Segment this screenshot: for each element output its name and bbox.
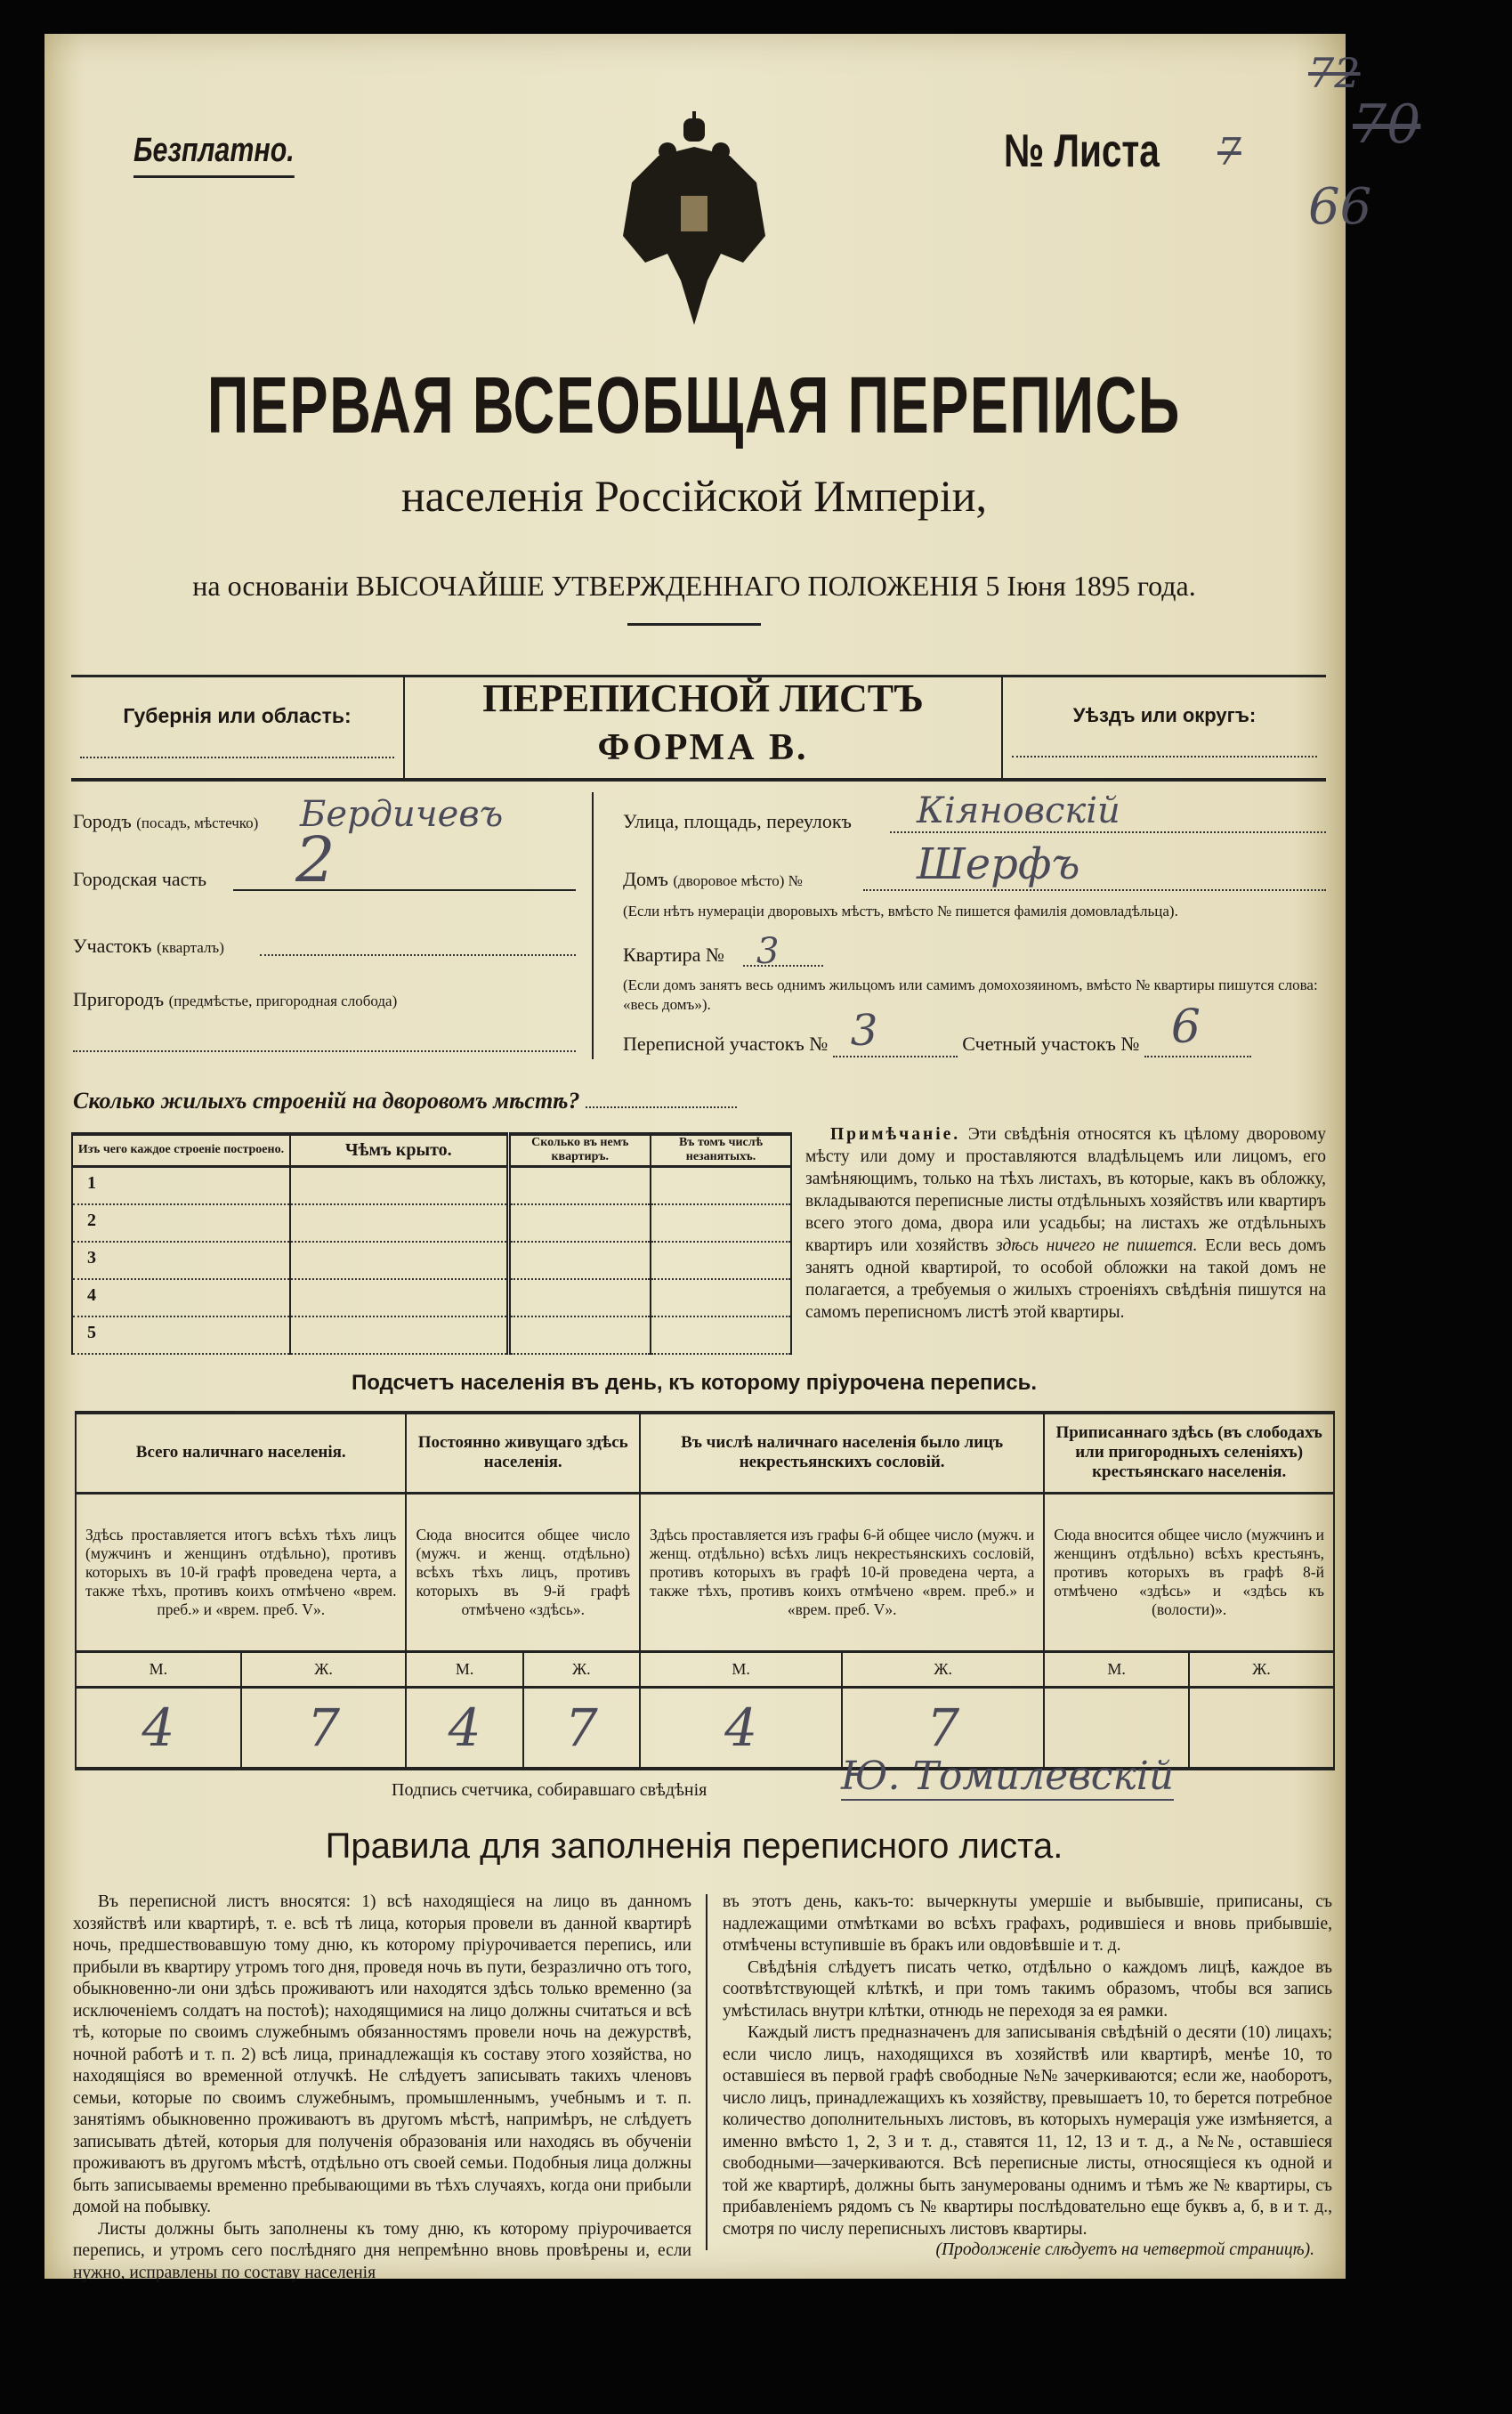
female-label: Ж.: [842, 1651, 1044, 1687]
rules-title: Правила для заполненiя переписного листа.: [325, 1827, 1063, 1866]
count-column-description: Сюда вносится общее число (мужч. и женщ. отдѣльно) всѣхъ тѣхъ лицъ, противъ которыхъ въ 9-й графѣ отмѣчено «здѣсь».: [406, 1493, 640, 1651]
province-field[interactable]: [80, 757, 394, 758]
male-label: М.: [406, 1651, 522, 1687]
rules-right-column: въ этотъ день, какъ-то: вычеркнуты умершiе и выбывшiе, приписаны, съ надлежащими отмѣтками во всѣхъ графахъ, родившiеся и вновь прибывшiе, отмѣчены вступившiе въ бракъ или овдовѣвшiе и т. д. Свѣдѣнiя слѣдуетъ писать четко, отдѣльно о каждомъ лицѣ, каждое въ соотвѣтствующей клѣткѣ, и при томъ такимъ образомъ, чтобы вся запись умѣстилась внутри клѣтки, отнюдь не переходя за ея рамки. Каждый листъ предназначенъ для записыванiя свѣдѣнiй о десяти (10) лицахъ; если число лицъ, находящихся въ хозяйствѣ или квартирѣ, менѣе 10, то оставшiеся въ первой графѣ свободные №№ зачеркиваются; если же, наоборотъ, число лицъ, принадлежащихъ къ хозяйству, превышаетъ 10, то берется потребное количество дополнительныхъ листовъ, въ которыхъ нумерацiя уже измѣняется, а именно вмѣсто 1, 2, 3 и т. д., ставятся 11, 12, 13 и т. д., а №№, оставшiеся свободными—зачеркиваются. Всѣ переписные листы, относящiеся къ одной и той же квартирѣ, должны быть занумерованы однимъ и тѣмъ же № квартиры, съ прибавленiемъ рядомъ съ № квартиры послѣдовательно еще буквъ а, б, в и т. д., смотря по числу переписныхъ листовъ квартиры. (Продолженiе слѣдуетъ на четвертой страницѣ).: [723, 1892, 1332, 2259]
note-text: Примѣчанiе. Эти свѣдѣнiя относятся къ цѣлому дворовому мѣсту или дому и проставляются владѣльцемъ или лицомъ, его замѣняющимъ, только на тѣхъ листахъ, въ которые, какъ въ обложку, вкладываются переписные листы отдѣльныхъ хозяйствъ или квартиръ всего этого дома, двора или усадьбы; на листахъ же отдѣльныхъ квартиръ или хозяйствъ здѣсь ничего не пишется. Если весь домъ занятъ одной квартирой, то особой обложки на такой домъ не полагается, а требуемыя о жилыхъ строенiяхъ свѣдѣнiя пишутся на самомъ переписномъ листѣ этой квартиры.: [805, 1125, 1327, 1322]
female-label: Ж.: [241, 1651, 407, 1687]
male-count-cell[interactable]: [76, 1687, 241, 1769]
continued-note: (Продолженiе слѣдуетъ на четвертой страницѣ).: [935, 2240, 1314, 2259]
sheet-number-value: 7: [1217, 130, 1241, 174]
count-value: 4: [141, 1697, 175, 1758]
house-value: Шерфъ: [917, 839, 1080, 889]
census-section-value: 3: [850, 1006, 878, 1056]
archive-mark: 72: [1308, 49, 1361, 97]
imperial-eagle-icon: [605, 111, 783, 334]
male-label: М.: [640, 1651, 842, 1687]
count-value: 7: [564, 1697, 598, 1758]
page-title: ПЕРВАЯ ВСЕОБЩАЯ ПЕРЕПИСЬ: [206, 361, 1182, 450]
count-title: Подсчетъ населенiя въ день, къ которому прiурочена перепись.: [352, 1371, 1037, 1395]
population-count-table: [75, 1411, 1335, 1770]
signature-value: Ю. Томилевскiй: [841, 1754, 1175, 1799]
divider: [627, 623, 761, 626]
female-count-cell[interactable]: [1189, 1687, 1334, 1769]
count-column-header: Приписаннаго здѣсь (въ слободахъ или пригородныхъ селенiяхъ) крестьянскаго населенiя.: [1044, 1413, 1334, 1493]
male-count-cell[interactable]: [640, 1687, 842, 1769]
field-suburb[interactable]: Пригородъ (предмѣстье, пригородная слобода): [73, 988, 576, 1011]
county-label: Уѣздъ или округъ:: [1072, 704, 1257, 726]
divider: [706, 1894, 707, 2250]
field-apartment[interactable]: Квартира № 3 (Если домъ занятъ весь однимъ жильцомъ или самимъ домохозяиномъ, вмѣсто № квартиры пишутся слова: «весь домъ»).: [623, 944, 1326, 1015]
form-header-box: [71, 675, 1326, 782]
count-value: 4: [448, 1697, 481, 1758]
count-column-description: Здѣсь проставляется итогъ всѣхъ тѣхъ лицъ (мужчинъ и женщинъ отдѣльно), противъ которыхъ въ 10-й графѣ проведена черта, а также тѣхъ, противъ коихъ отмѣчено «врем. преб.» и «врем. преб. V».: [76, 1493, 406, 1651]
city-value: Бердичевъ: [300, 794, 504, 835]
field-district[interactable]: Участокъ (кварталъ): [73, 935, 576, 958]
sheet-number: № Листа 7: [1004, 126, 1241, 177]
count-column-header: Постоянно живущаго здѣсь населенiя.: [406, 1413, 640, 1493]
female-count-cell[interactable]: [523, 1687, 640, 1769]
field-sections[interactable]: Переписной участокъ № 3 Счетный участокъ № 6: [623, 1033, 1326, 1057]
buildings-question: Сколько жилыхъ строенiй на дворовомъ мѣстѣ?: [73, 1088, 737, 1114]
female-count-cell[interactable]: [241, 1687, 407, 1769]
archive-mark: 70: [1353, 93, 1421, 156]
male-count-cell[interactable]: [406, 1687, 522, 1769]
field-house[interactable]: Домъ (дворовое мѣсто) № Шерфъ (Если нѣтъ нумерацiи дворовыхъ мѣстъ, вмѣсто № пишется фамилiя домовладѣльца).: [623, 868, 1326, 921]
city-part-value: 2: [295, 823, 336, 896]
form-type: ФОРМА В.: [597, 727, 809, 768]
field-street[interactable]: Улица, площадь, переулокъ Кiяновскiй: [623, 810, 1326, 833]
form-title: ПЕРЕПИСНОЙ ЛИСТЪ: [482, 676, 924, 720]
house-note: (Если нѣтъ нумерацiи дворовыхъ мѣстъ, вмѣсто № пишется фамилiя домовладѣльца).: [623, 903, 1178, 919]
count-value: 7: [926, 1697, 960, 1758]
buildings-table: Изъ чего каждое строенiе построено. Чѣмъ крыто. Сколько въ немъ квартиръ. Въ томъ числѣ незанятыхъ. 1 2 3 4 5: [71, 1132, 792, 1355]
subtitle: населенiя Россiйской Имперiи,: [400, 471, 988, 521]
count-value: 4: [724, 1697, 758, 1758]
count-column-description: Сюда вносится общее число (мужчинъ и женщинъ отдѣльно) всѣхъ крестьянъ, противъ которыхъ въ графѣ 8-й отмѣчено «здѣсь» и «здѣсь къ (волости)».: [1044, 1493, 1334, 1651]
free-label: Безплатно.: [133, 132, 335, 178]
county-field[interactable]: [1012, 756, 1317, 757]
rules-left-column: Въ переписной листъ вносятся: 1) всѣ находящiеся на лицо въ данномъ хозяйствѣ или квартирѣ, т. е. всѣ тѣ лица, которыя провели въ данной квартирѣ ночь, предшествовавшую тому дню, къ которому прiурочивается перепись, или прибыли въ квартиру утромъ того дня, проведя ночь въ пути, безразлично отъ того, обыкновенно-ли они здѣсь проживаютъ или находятся здѣсь только временно (за исключенiемъ солдатъ на постоѣ); находящимися на лицо должны считаться и всѣ тѣ, которые по своимъ служебнымъ обязанностямъ провели ночь на дежурствѣ, ночной работѣ и т. п. 2) всѣ лица, принадлежащiя къ составу этого хозяйства, но находящiяся во временной отлучкѣ. Не слѣдуетъ записывать такихъ членовъ семьи, которые по своимъ служебнымъ, промышленнымъ, учебнымъ и т. п. занятiямъ обыкновенно проживаютъ въ другомъ мѣстѣ, напримѣръ, не слѣдуетъ записывать дѣтей, которыя для полученiя образованiя или находясь въ обученiи проживаютъ въ другомъ мѣстѣ, отдѣльно отъ своей семьи. Подобныя лица должны быть записываемы временно пребывающими въ тѣхъ случаяхъ, когда они прибыли домой на побывку. Листы должны быть заполнены къ тому дню, къ которому прiурочивается перепись, и утромъ сего послѣдняго дня непремѣнно вновь провѣрены и, если нужно, исправлены по составу населенiя: [73, 1892, 691, 2282]
count-value: 7: [307, 1697, 341, 1758]
signature-field[interactable]: Подпись счетчика, собиравшаго свѣдѣнiя Ю. Томилевскiй: [392, 1754, 1175, 1800]
male-label: М.: [76, 1651, 241, 1687]
female-label: Ж.: [1189, 1651, 1334, 1687]
legal-basis: на основанiи ВЫСОЧАЙШЕ УТВЕРЖДЕННАГО ПОЛОЖЕНIЯ 5 Iюня 1895 года.: [192, 570, 1196, 602]
male-label: М.: [1044, 1651, 1189, 1687]
count-section-value: 6: [1170, 1000, 1201, 1054]
female-label: Ж.: [523, 1651, 640, 1687]
archive-mark: 66: [1308, 178, 1372, 236]
field-city[interactable]: Городъ (посадъ, мѣстечко) Бердичевъ: [73, 794, 504, 835]
apartment-value: 3: [756, 931, 780, 972]
count-column-header: Всего наличнаго населенiя.: [76, 1413, 406, 1493]
divider: [592, 792, 594, 1059]
apartment-note: (Если домъ занятъ весь однимъ жильцомъ или самимъ домохозяиномъ, вмѣсто № квартиры пишутся слова: «весь домъ»).: [623, 976, 1318, 1013]
street-value: Кiяновскiй: [917, 790, 1120, 831]
field-city-part[interactable]: Городская часть 2: [73, 868, 576, 891]
count-column-description: Здѣсь проставляется изъ графы 6-й общее число (мужч. и женщ. отдѣльно) всѣхъ лицъ некрестьянскихъ сословiй, противъ которыхъ въ графѣ 10-й проведена черта, а также тѣхъ, противъ коихъ отмѣчено «врем. преб.» и «врем. преб. V».: [640, 1493, 1044, 1651]
count-column-header: Въ числѣ наличнаго населенiя было лицъ некрестьянскихъ сословiй.: [640, 1413, 1044, 1493]
province-label: Губернiя или область:: [123, 704, 352, 727]
